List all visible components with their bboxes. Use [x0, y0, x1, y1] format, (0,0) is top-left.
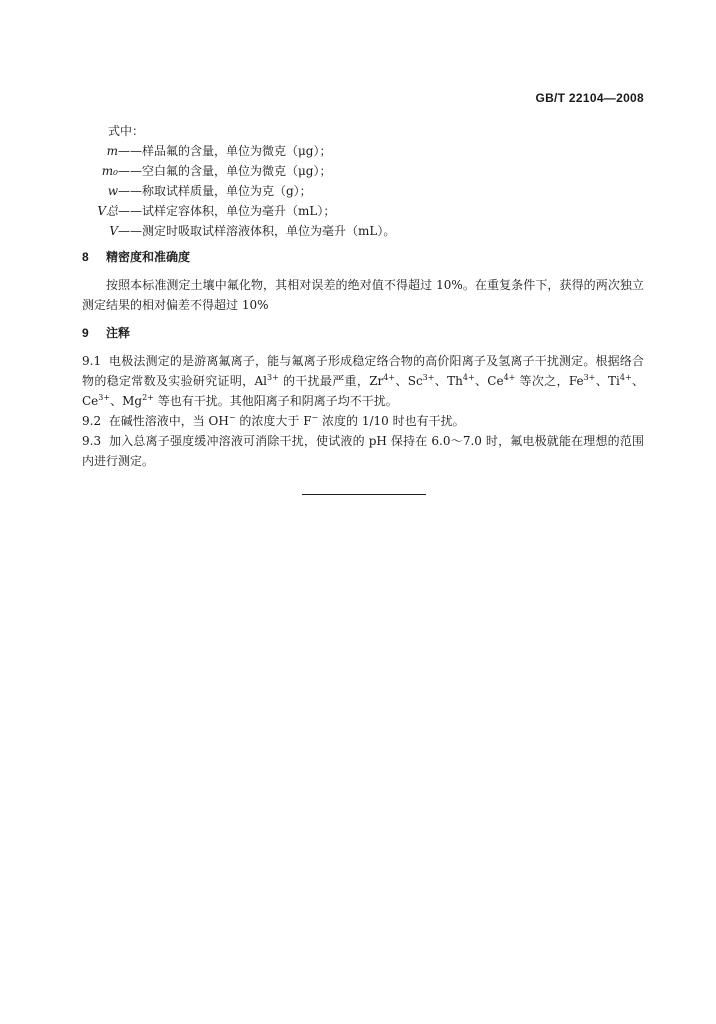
superscript: − — [311, 413, 319, 422]
standard-code: GB/T 22104—2008 — [535, 91, 644, 105]
definition-text: ——空白氟的含量，单位为微克（μg）； — [118, 164, 332, 178]
superscript: 4+ — [383, 373, 396, 382]
superscript: 3+ — [98, 393, 111, 402]
note-text: 等也有干扰。其他阳离子和阴离子均不干扰。 — [153, 394, 398, 408]
note-number: 9.2 — [82, 414, 102, 428]
note-text: 、Sc — [395, 374, 423, 388]
section-title: 注释 — [106, 326, 131, 340]
section-number: 9 — [82, 326, 89, 340]
superscript: 3+ — [422, 373, 435, 382]
definition-text: ——称取试样质量，单位为克（g）； — [118, 184, 312, 198]
note-text: 加入总离子强度缓冲溶液可消除干扰，使试液的 pH 保持在 6.0～7.0 时，氟电极就能在理想的范围内进行测定。 — [82, 434, 644, 468]
definition-symbol: w — [107, 184, 118, 198]
definition-text: ——样品氟的含量，单位为微克（μg）； — [118, 144, 332, 158]
formula-intro: 式中： — [108, 124, 145, 138]
superscript: 2+ — [142, 393, 154, 402]
note-text: 等次之，Fe — [515, 374, 584, 388]
section-8-paragraph: 按照本标准测定土壤中氟化物，其相对误差的绝对值不得超过 10%。在重复条件下，获得的两次独立测定结果的相对偏差不得超过 10% — [82, 278, 644, 312]
superscript: 3+ — [583, 373, 596, 382]
definition-line — [0, 181, 312, 201]
superscript: 4+ — [619, 373, 632, 382]
note-number: 9.3 — [82, 434, 102, 448]
definition-line — [0, 161, 331, 181]
superscript: 4+ — [503, 373, 516, 382]
section-8-heading — [82, 248, 190, 265]
note-text: 的浓度大于 F — [235, 414, 312, 428]
note-text: 、Ti — [595, 374, 620, 388]
note-number: 9.1 — [82, 354, 102, 368]
superscript: 3+ — [267, 373, 279, 382]
definition-text: ——试样定容体积，单位为毫升（mL）； — [118, 204, 336, 218]
note-text: 浓度的 1/10 时也有干扰。 — [318, 414, 465, 428]
note-text: 的干扰最严重，Zr — [278, 374, 384, 388]
section-title: 精密度和准确度 — [106, 250, 191, 264]
definition-text: ——测定时吸取试样溶液体积，单位为毫升（mL）。 — [118, 224, 396, 238]
definition-line — [0, 221, 395, 241]
definition-symbol: m₀ — [101, 164, 118, 178]
definition-symbol: V总 — [97, 204, 118, 218]
note-9-2 — [82, 411, 644, 431]
section-9-heading — [82, 324, 130, 341]
section-number: 8 — [82, 250, 89, 264]
definition-symbol: m — [106, 144, 118, 158]
note-text: 、Mg — [110, 394, 143, 408]
definition-symbol: V — [109, 224, 118, 238]
definition-line — [0, 201, 335, 221]
note-text: 、Th — [434, 374, 463, 388]
note-text: 、Ce — [82, 374, 645, 408]
note-text: 、Ce — [474, 374, 504, 388]
superscript: 4+ — [462, 373, 475, 382]
note-text: 电极法测定的是游离氟离子，能与氟离子形成稳定络合物的高价阳离子及氢离子干扰测定。根据络合物的稳定常数及实验研究证明，Al — [82, 354, 644, 388]
note-text: 在碱性溶液中，当 OH — [108, 414, 229, 428]
end-rule — [302, 494, 426, 495]
note-9-1 — [82, 351, 644, 411]
superscript: − — [228, 413, 236, 422]
definition-line — [0, 141, 331, 161]
note-9-3 — [82, 431, 644, 471]
